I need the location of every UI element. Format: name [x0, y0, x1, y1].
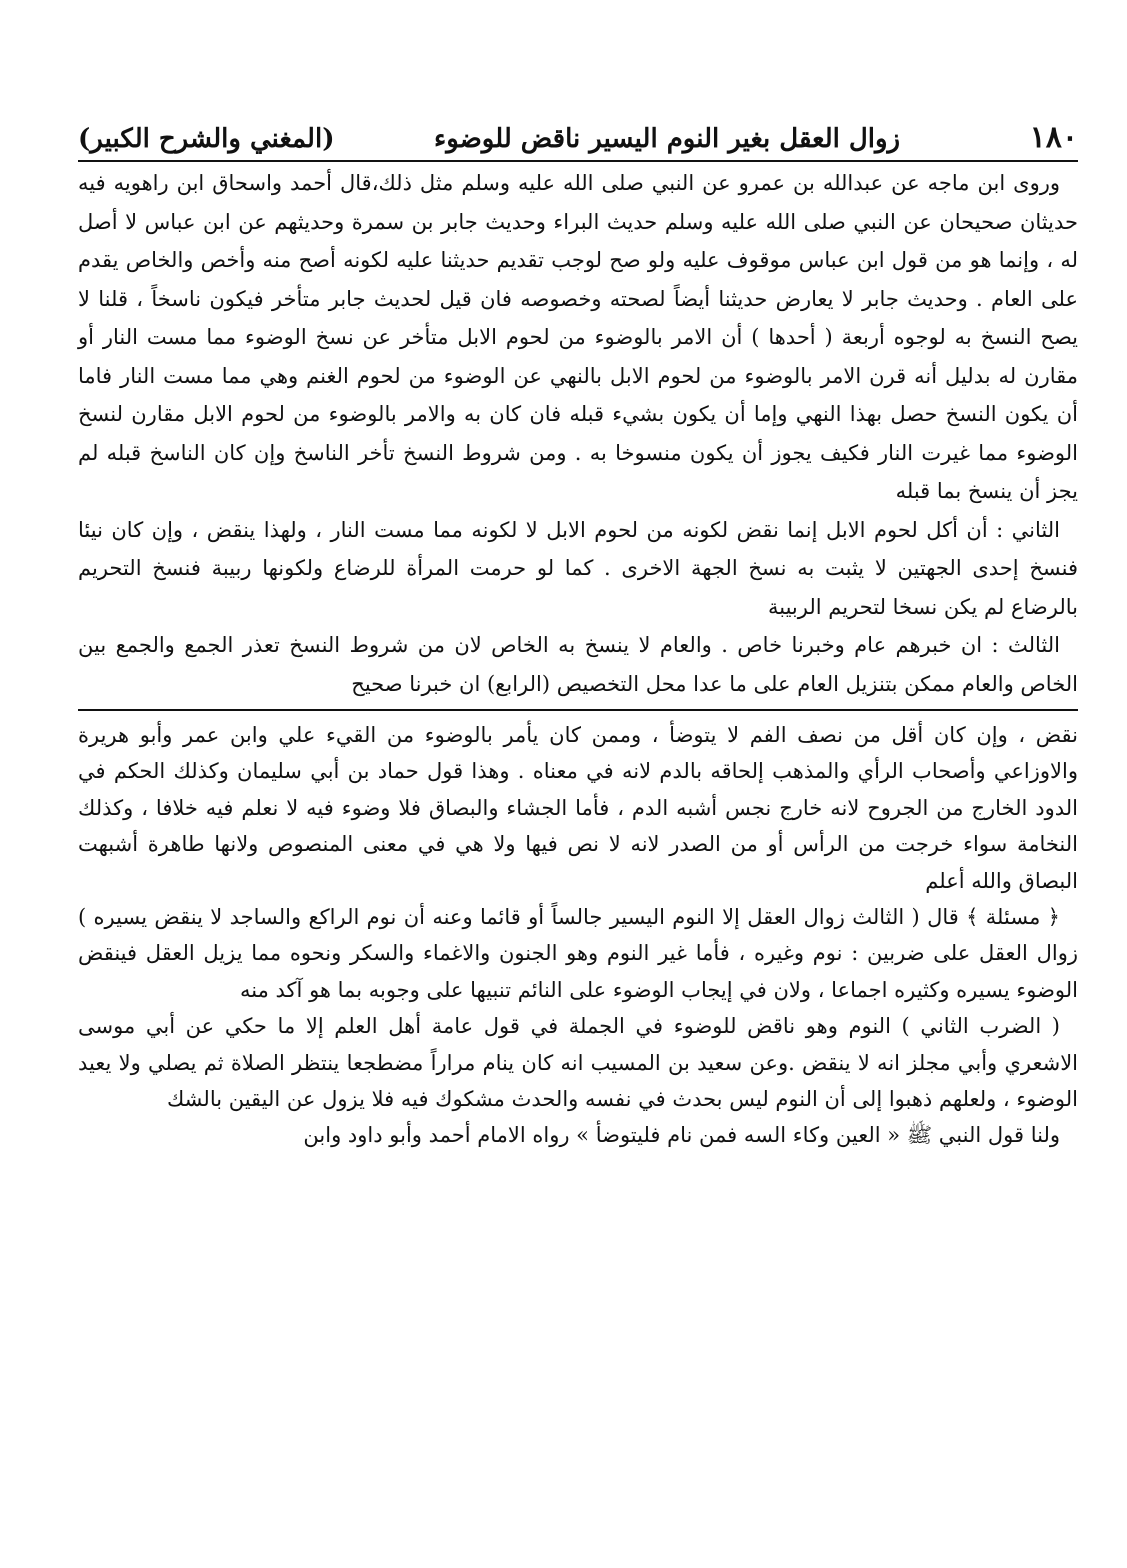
- commentary-paragraph: ( الضرب الثاني ) النوم وهو ناقض للوضوء في الجملة في قول عامة أهل العلم إلا ما حكي عن أبي موسى الاشعري وأبي مجلز انه لا ينقض .وعن سعيد بن المسيب انه كان ينام مراراً مضطجعا ينتظر الصلاة ثم يصلي ولا يعيد الوضوء ، ولعلهم ذهبوا إلى أن النوم ليس بحدث في نفسه والحدث مشكوك فيه فلا يزول عن اليقين بالشك: [78, 1014, 1078, 1112]
- commentary-paragraph: ﴿ مسئلة ﴾ قال ( الثالث زوال العقل إلا النوم اليسير جالساً أو قائما وعنه أن نوم الراكع والساجد لا ينقض يسيره ) زوال العقل على ضربين : نوم وغيره ، فأما غير النوم وهو الجنون والاغماء والسكر ونحوه مما يزيل العقل فينقض الوضوء يسيره وكثيره اجماعا ، ولان في إيجاب الوضوء على النائم تنبيها على وجوبه بما هو آكد منه: [78, 905, 1078, 1002]
- commentary-paragraph: نقض ، وإن كان أقل من نصف الفم لا يتوضأ ، وممن كان يأمر بالوضوء من القيء علي وابن عمر وأبو هريرة والاوزاعي وأصحاب الرأي والمذهب إلحاقه بالدم لانه في معناه . وهذا قول حماد بن أبي سليمان وكذلك الحكم في الدود الخارج من الجروح لانه خارج نجس أشبه الدم ، فأما الجشاء والبصاق فلا وضوء فيه لا نعلم فيه خلافا ، وكذلك النخامة سواء خرجت من الرأس أو من الصدر لانه لا نص فيها ولا هي في معنى المنصوص ولانها طاهرة أشبهت البصاق والله أعلم: [78, 723, 1078, 893]
- page: [78, 116, 1078, 1154]
- running-title: زوال العقل بغير النوم اليسير ناقض للوضوء: [434, 124, 901, 154]
- main-paragraph: الثاني : أن أكل لحوم الابل إنما نقض لكونه من لحوم الابل لا لكونه مما مست النار ، ولهذا ينقض ، وإن كان نيئا فنسخ إحدى الجهتين لا يثبت به نسخ الجهة الاخرى . كما لو حرمت المرأة للرضاع ولكونها ربيبة فنسخ التحريم بالرضاع لم يكن نسخا لتحريم الربيبة: [78, 517, 1078, 619]
- book-title: (المغني والشرح الكبير): [78, 124, 335, 154]
- section-divider: [78, 709, 1078, 711]
- main-paragraph: وروى ابن ماجه عن عبدالله بن عمرو عن النبي صلى الله عليه وسلم مثل ذلك،قال أحمد واسحاق ابن راهويه فيه حديثان صحيحان عن النبي صلى الله عليه وسلم حديث البراء وحديث جابر بن سمرة وحديثهم عن ابن عباس لا أصل له ، وإنما هو من قول ابن عباس موقوف عليه ولو صح لوجب تقديم حديثنا عليه لكونه أصح منه وأخص والخاص يقدم على العام . وحديث جابر لا يعارض حديثنا أيضاً لصحته وخصوصه فان قيل لحديث جابر متأخر فيكون ناسخاً ، قلنا لا يصح النسخ به لوجوه أربعة ( أحدها ) أن الامر بالوضوء من لحوم الابل متأخر عن نسخ الوضوء مما مست النار أو مقارن له بدليل أنه قرن الامر بالوضوء من لحوم الابل بالنهي عن الوضوء من لحوم الغنم وهي مما مست النار فاما أن يكون النسخ حصل بهذا النهي وإما أن يكون بشيء قبله فان كان به والامر بالوضوء من لحوم الابل مقارن لنسخ الوضوء مما غيرت النار فكيف يجوز أن يكون منسوخا به . ومن شروط النسخ تأخر الناسخ وإن كان الناسخ قبله لم يجز أن ينسخ بما قبله: [78, 171, 1078, 503]
- main-paragraph: الثالث : ان خبرهم عام وخبرنا خاص . والعام لا ينسخ به الخاص لان من شروط النسخ تعذر الجمع والجمع بين الخاص والعام ممكن بتنزيل العام على ما عدا محل التخصيص (الرابع) ان خبرنا صحيح: [78, 633, 1078, 696]
- main-text-block: [78, 164, 1078, 703]
- running-header: [78, 116, 1078, 160]
- commentary-text-block: [78, 717, 1078, 1154]
- commentary-paragraph: ولنا قول النبي ﷺ « العين وكاء السه فمن نام فليتوضأ » رواه الامام أحمد وأبو داود وابن: [303, 1123, 1060, 1148]
- page-number: ١٨٠: [1029, 120, 1078, 155]
